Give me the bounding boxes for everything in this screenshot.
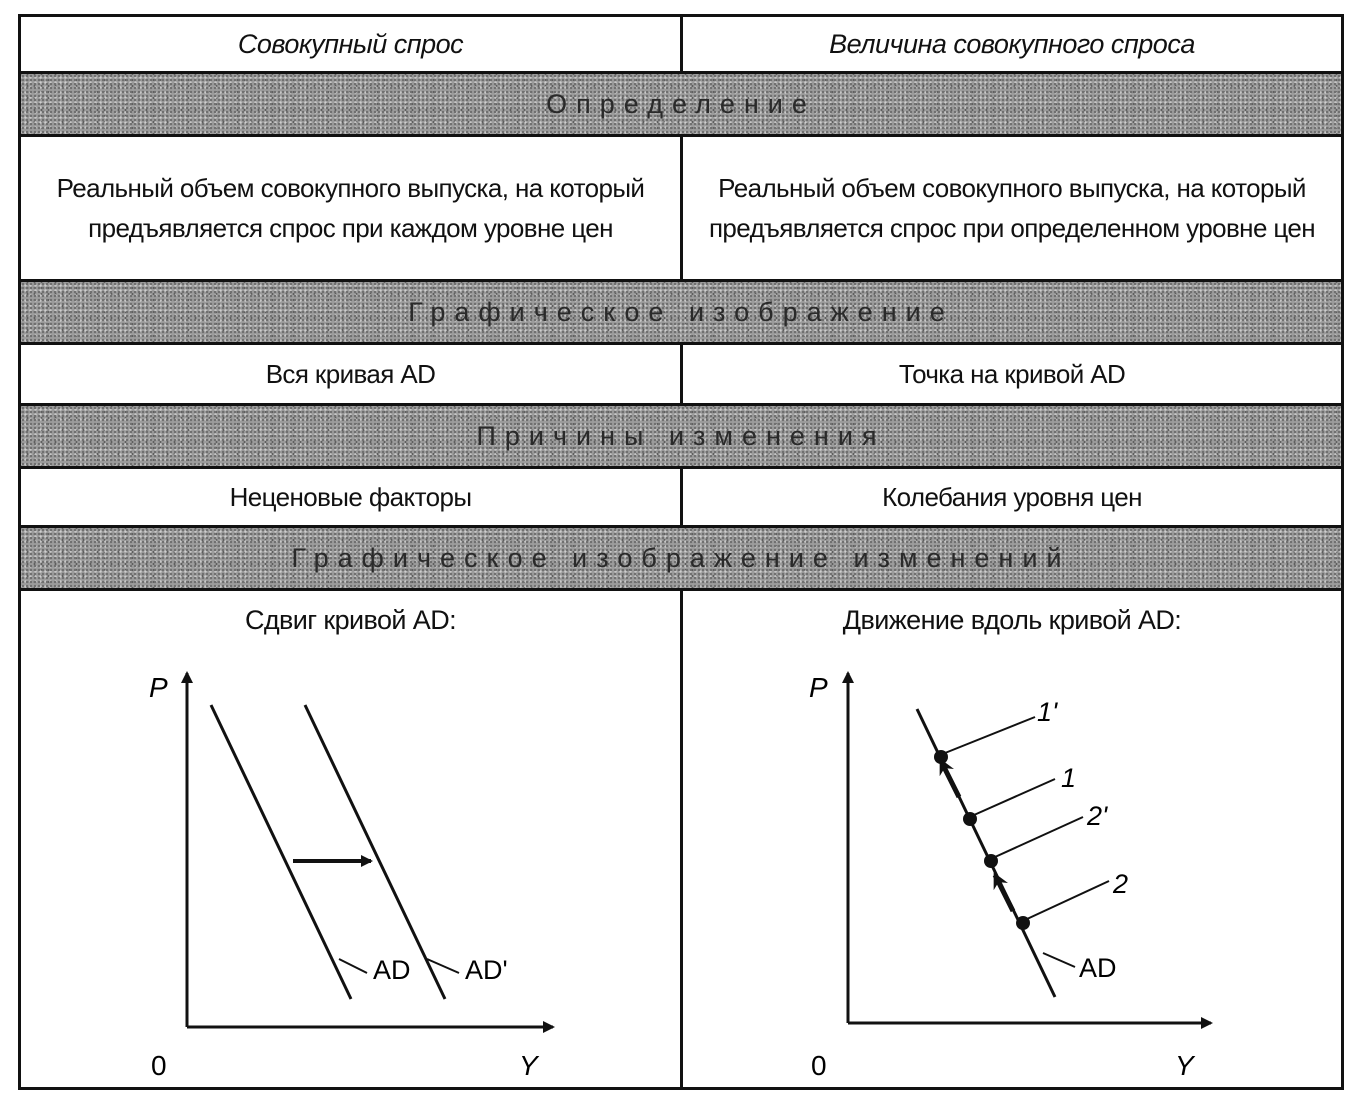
right-move-arrow-lower [995, 875, 1013, 911]
definition-left: Реальный объем совокупного выпуска, на который предъявляется спрос при каждом уровне цен [21, 137, 683, 279]
header-row [21, 17, 1341, 71]
section-title-graphic: Графическое изображение [408, 296, 954, 327]
left-ad-label: AD [373, 955, 411, 985]
graph-left-svg [21, 591, 680, 1087]
right-leader-1-prime [945, 717, 1035, 753]
left-ad-prime-label: AD' [465, 955, 508, 985]
causes-left: Неценовые факторы [21, 469, 683, 525]
right-label-2: 2 [1113, 869, 1129, 899]
left-y-axis-label: P [149, 672, 168, 703]
graph-left-cell [21, 591, 683, 1087]
definition-right: Реальный объем совокупного выпуска, на который предъявляется спрос при определенном уровне цен [708, 173, 1316, 243]
header-left: Совокупный спрос [21, 17, 683, 71]
right-move-arrow-upper [941, 761, 959, 797]
section-band-definition [21, 71, 1341, 137]
section-band-graphic-change [21, 525, 1341, 591]
graphic-right: Точка на кривой AD [898, 359, 1126, 389]
right-leader-2-prime [995, 817, 1083, 857]
graphs-row [21, 591, 1341, 1087]
left-origin-label: 0 [151, 1050, 167, 1081]
section-title-graphic-change: Графическое изображение изменений [291, 542, 1071, 573]
right-y-axis-label: P [809, 672, 828, 703]
right-ad-label: AD [1079, 953, 1117, 983]
section-band-causes [21, 403, 1341, 469]
definition-row [21, 137, 1341, 279]
graph-right-cell [683, 591, 1341, 1087]
right-ad-leader [1043, 953, 1075, 967]
left-ad-leader [339, 959, 367, 973]
graphic-row [21, 345, 1341, 403]
right-label-1: 1 [1061, 763, 1077, 793]
header-right: Величина совокупного спроса [829, 28, 1195, 59]
graphic-left: Вся кривая AD [21, 345, 683, 403]
causes-right: Колебания уровня цен [882, 482, 1142, 512]
causes-row [21, 469, 1341, 525]
graph-left-title: Сдвиг кривой AD: [245, 605, 456, 635]
right-label-2-prime: 2' [1087, 801, 1108, 831]
left-curve-ad [211, 705, 351, 999]
right-leader-2 [1027, 881, 1109, 919]
right-origin-label: 0 [811, 1050, 827, 1081]
section-band-graphic [21, 279, 1341, 345]
left-x-axis-label: Y [519, 1050, 538, 1081]
right-x-axis-label: Y [1175, 1050, 1194, 1081]
right-label-1-prime: 1' [1037, 697, 1058, 727]
graph-right-svg [683, 591, 1341, 1087]
section-title-causes: Причины изменения [476, 420, 886, 451]
right-leader-1 [974, 779, 1055, 815]
comparison-table [18, 14, 1344, 1090]
graph-right-title: Движение вдоль кривой AD: [842, 605, 1182, 635]
section-title-definition: Определение [546, 88, 816, 119]
